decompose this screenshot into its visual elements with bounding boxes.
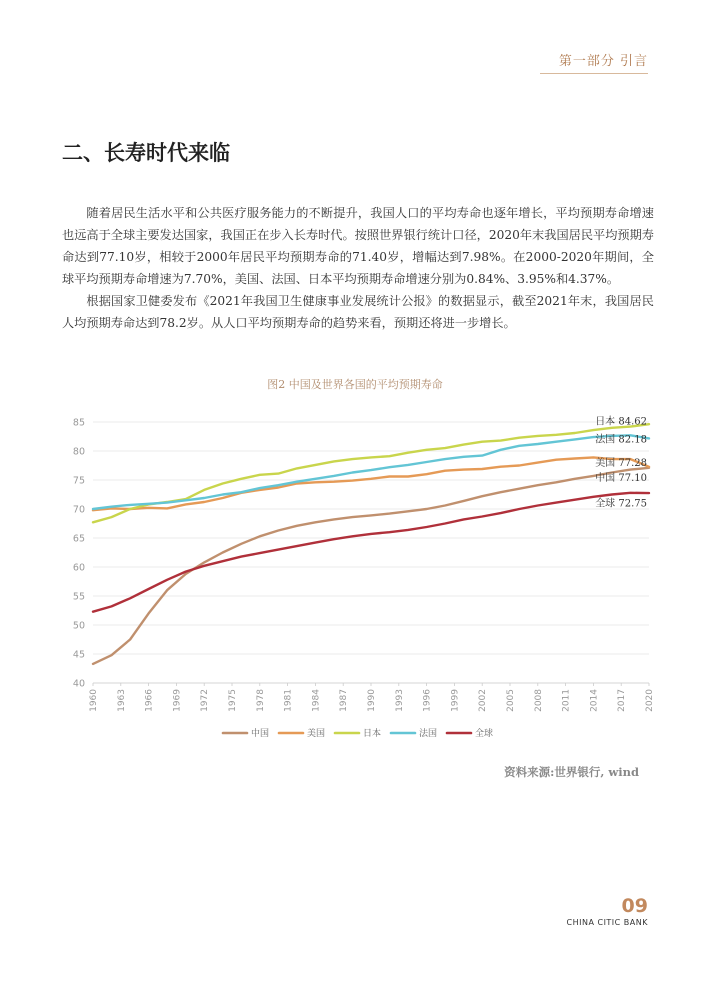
series-end-label: 法国 82.18 — [595, 434, 647, 446]
series-line — [93, 468, 649, 664]
figure-caption: 图2 中国及世界各国的平均预期寿命 — [267, 378, 443, 391]
section-header: 第一部分 引言 — [558, 54, 648, 69]
x-tick-label: 1999 — [450, 689, 461, 712]
series-end-label: 中国 77.10 — [595, 473, 647, 485]
x-tick-label: 1981 — [283, 689, 294, 712]
x-tick-label: 2011 — [561, 689, 572, 712]
source-note: 资料来源:世界银行, wind — [504, 765, 639, 779]
legend-label: 全球 — [475, 729, 494, 739]
x-tick-label: 1975 — [228, 689, 238, 712]
series-end-label: 日本 84.62 — [595, 416, 647, 428]
series-line — [93, 435, 649, 509]
x-tick-label: 2020 — [645, 689, 655, 712]
x-tick-label: 1987 — [339, 689, 350, 712]
legend-label: 美国 — [307, 729, 326, 739]
y-tick-label: 55 — [72, 591, 85, 603]
x-tick-label: 1963 — [116, 689, 127, 712]
paragraph-1: 随着居民生活水平和公共医疗服务能力的不断提升，我国人口的平均寿命也逐年增长，平均预期寿命增速也远高于全球主要发达国家，我国正在步入长寿时代。按照世界银行统计口径，2020年末我国居民平均预期寿命达到77.10岁，相较于2000年居民平均预期寿命的71.40岁，增幅达到7.98%。在2000-2020年期间，全球平均预期寿命增速为7.70%，美国、法国、日本平均预期寿命增速分别为0.84%、3.95%和4.37%。 — [62, 206, 654, 286]
series-end-label: 美国 77.28 — [595, 458, 647, 470]
legend-label: 法国 — [419, 729, 438, 739]
x-tick-label: 1960 — [89, 689, 99, 712]
y-tick-label: 45 — [72, 649, 85, 661]
x-tick-label: 2017 — [617, 689, 628, 712]
y-tick-label: 50 — [72, 620, 85, 632]
x-tick-label: 1972 — [200, 689, 211, 712]
y-tick-label: 80 — [72, 446, 85, 458]
header-rule — [540, 73, 648, 74]
legend-label: 日本 — [363, 729, 382, 739]
x-tick-label: 2008 — [533, 689, 544, 712]
x-tick-label: 2002 — [478, 689, 489, 712]
body-text — [62, 202, 654, 334]
page-number: 09 — [621, 895, 648, 917]
series-line — [93, 493, 649, 612]
life-expectancy-chart — [55, 400, 665, 740]
x-tick-label: 1966 — [144, 689, 155, 712]
x-tick-label: 1978 — [255, 689, 266, 712]
x-tick-label: 1984 — [311, 689, 322, 712]
brand-logo-text: CHINA CITIC BANK — [566, 918, 648, 927]
series-end-label: 全球 72.75 — [595, 498, 647, 510]
x-tick-label: 1996 — [422, 689, 433, 712]
y-tick-label: 75 — [72, 475, 85, 487]
x-tick-label: 1990 — [367, 689, 377, 712]
y-tick-label: 40 — [72, 678, 85, 690]
x-tick-label: 2005 — [506, 689, 516, 712]
y-tick-label: 60 — [72, 562, 85, 574]
y-tick-label: 85 — [72, 417, 85, 429]
paragraph-2: 根据国家卫健委发布《2021年我国卫生健康事业发展统计公报》的数据显示，截至2021年末，我国居民人均预期寿命达到78.2岁。从人口平均预期寿命的趋势来看，预期还将进一步增长。 — [62, 294, 654, 330]
section-title: 二、长寿时代来临 — [62, 141, 230, 165]
x-tick-label: 1969 — [172, 689, 183, 712]
legend-label: 中国 — [251, 729, 270, 739]
x-tick-label: 1993 — [394, 689, 405, 712]
x-tick-label: 2014 — [589, 689, 600, 712]
y-tick-label: 65 — [72, 533, 85, 545]
y-tick-label: 70 — [72, 504, 85, 516]
